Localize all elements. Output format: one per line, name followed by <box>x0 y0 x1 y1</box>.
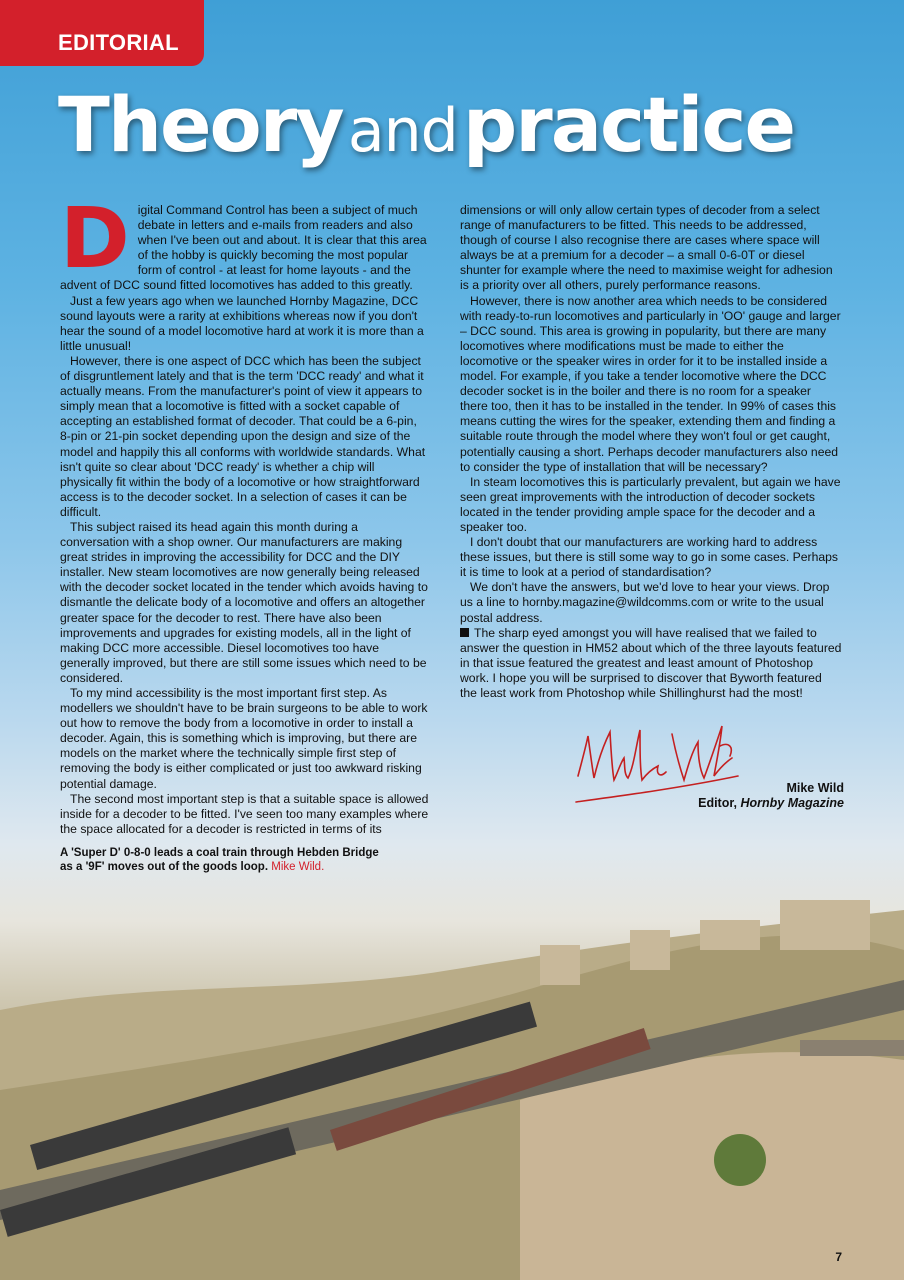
paragraph: However, there is one aspect of DCC which has been the subject of disgruntlement lately and that is the term 'DCC ready' and what it actually means. From the manufacturer's point of view it appears to simply mean that a locomotive is fitted with a socket capable of accepting an established format of decoder. That could be a 6-pin, 8-pin or 21-pin socket depending upon the design and size of the model and happily this all conforms with worldwide standards. What isn't quite so clear about 'DCC ready' is whether a chip will physically fit within the body of a locomotive or how straightforward access is to the decoder socket. In a selection of cases it can be difficult. <box>60 353 426 519</box>
section-tag-label: EDITORIAL <box>58 30 179 55</box>
article-column-2 <box>460 203 842 701</box>
paragraph: Just a few years ago when we launched Hornby Magazine, DCC sound layouts were a rarity at exhibitions whereas now if you don't hear the sound of a model locomotive hard at work it is more than a little unusual! <box>60 293 424 353</box>
paragraph: The second most important step is that a suitable space is allowed inside for a decoder to be fitted. I've seen too many examples where the space allocated for a decoder is restricted in terms of its <box>60 791 429 836</box>
paragraph-text: igital Command Control has been a subject of much debate in letters and e-mails from readers and also when I've been out and about. It is clear that this area of the hobby is quickly becoming the most popular form of control - at least for home layouts - and the advent of DCC sound fitted locomotives has added to this greatly. <box>60 203 427 293</box>
paragraph <box>460 626 842 701</box>
paragraph: To my mind accessibility is the most important first step. As modellers we shouldn't have to be brain surgeons to be able to work out how to remove the body from a locomotive in order to install a decoder. Again, this is something which is improving, but there are models on the market where the technically simple first step of removing the body is either complicated or just too awkward risking potential damage. <box>60 686 428 791</box>
square-bullet-icon <box>460 628 469 637</box>
section-tag <box>0 0 204 66</box>
caption-text: A 'Super D' 0-8-0 leads a coal train through Hebden Bridge as a '9F' moves out of the goods loop. <box>60 847 379 873</box>
headline-word-1: Theory <box>58 80 343 169</box>
caption-credit: Mike Wild. <box>271 861 325 873</box>
article-column-1 <box>60 189 430 837</box>
signoff <box>698 781 844 811</box>
signoff-title-prefix: Editor, <box>698 796 738 810</box>
signoff-title <box>698 796 844 811</box>
photo-caption <box>60 846 390 874</box>
paragraph: In steam locomotives this is particularly prevalent, but again we have seen great improvements with the introduction of decoder sockets located in the tender providing ample space for the decoder and a speaker too. <box>460 474 841 534</box>
headline-word-2: and <box>347 96 458 166</box>
signoff-name: Mike Wild <box>786 781 844 795</box>
model-railway-photo <box>0 860 904 1280</box>
paragraph: dimensions or will only allow certain types of decoder from a select range of manufacturers to be fitted. This needs to be addressed, though of course I also recognise there are cases where space will always be at a premium for a decoder – a small 0-6-0T or diesel shunter for example where the need to maximise weight for adhesion is a priority over all others, purely performance reasons. <box>460 203 833 293</box>
paragraph: This subject raised its head again this month during a conversation with a shop owner. Our manufacturers are making great strides in improving the accessibility for DCC and the DIY installer. New steam locomotives are now generally being released with the decoder socket located in the tender which avoids having to dismantle the delicate body of a locomotive and offers an altogether greater space for the decoder to rest. There have also been improvements and upgrades for existing models, all in the light of making DCC more accessible. Diesel locomotives too have generally improved, but there are still some issues which need to be considered. <box>60 519 428 685</box>
paragraph: However, there is now another area which needs to be considered with ready-to-run locomotives and particularly in 'OO' gauge and larger – DCC sound. This area is growing in popularity, but there are many locomotives where modifications must be made to either the locomotive or the speaker wires in order for it to be installed inside a model. For example, if you take a tender locomotive where the DCC decoder socket is in the boiler and there is no room for a speaker there too, then it has to be installed in the tender. In 99% of cases this means cutting the wires for the speaker, extending them and finding a suitable route through the model where they won't foul or get caught, potentially causing a short. Perhaps decoder manufacturers also need to consider the type of installation that will be necessary? <box>460 293 841 474</box>
signoff-magazine: Hornby Magazine <box>740 796 844 810</box>
headline-word-3: practice <box>462 80 795 169</box>
drop-cap: D <box>60 189 130 287</box>
paragraph-text: The sharp eyed amongst you will have realised that we failed to answer the question in HM52 about which of the three layouts featured in that issue featured the greatest and least amount of Photoshop work. I hope you will be surprised to discover that Byworth featured the least work from Photoshop while Shillinghurst had the most! <box>460 625 842 700</box>
paragraph: We don't have the answers, but we'd love to hear your views. Drop us a line to hornby.magazine@wildcomms.com or write to the usual postal address. <box>460 580 830 625</box>
paragraph <box>60 189 430 294</box>
paragraph: I don't doubt that our manufacturers are working hard to address these issues, but there is still some way to go in some cases. Perhaps it is time to look at a period of standardisation? <box>460 535 838 580</box>
headline <box>58 80 878 170</box>
page-number: 7 <box>835 1250 842 1264</box>
